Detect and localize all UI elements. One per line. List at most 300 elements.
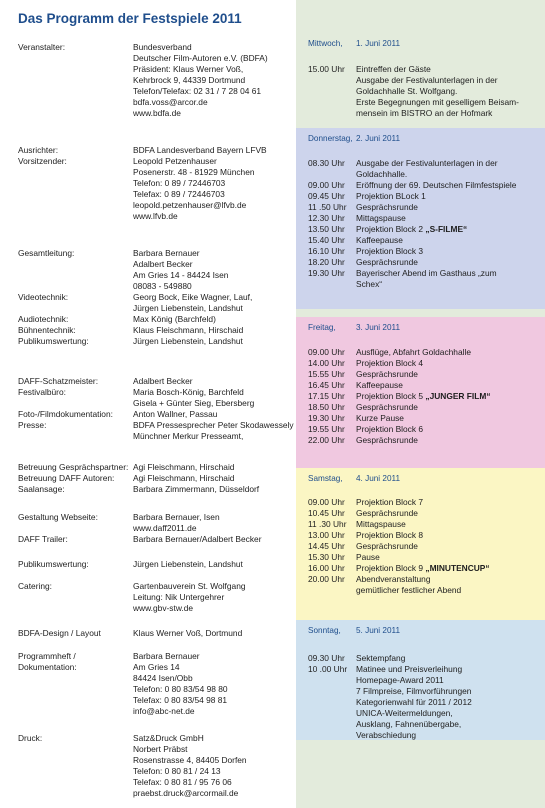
day-header <box>296 620 545 642</box>
credit-value: bdfa.voss@arcor.de <box>133 97 208 107</box>
credit-label: Saalansage: <box>18 484 65 494</box>
event-line <box>356 191 539 202</box>
day-name: Mittwoch, <box>308 39 343 48</box>
event-time: 12.30 Uhr <box>308 213 345 223</box>
event-text: Verabschiedung <box>356 730 417 740</box>
credit-label: Publikumswertung: <box>18 336 89 346</box>
day-date: 3. Juni 2011 <box>356 323 401 332</box>
credit-value: Gisela + Günter Sieg, Ebersberg <box>133 398 255 408</box>
credit-value: Deutscher Film-Autoren e.V. (BDFA) <box>133 53 268 63</box>
event-time: 09.00 Uhr <box>308 347 345 357</box>
credit-value: Adalbert Becker <box>133 376 193 386</box>
event-row <box>296 257 545 268</box>
event-description <box>356 358 545 369</box>
event-text: Gesprächsrunde <box>356 369 418 379</box>
event-text: gemütlicher festlicher Abend <box>356 585 462 595</box>
event-text: Bayerischer Abend im Gasthaus „zum <box>356 268 497 278</box>
event-text: Projektion Block 8 <box>356 530 424 540</box>
event-description <box>356 508 545 519</box>
credit-row <box>18 64 288 75</box>
event-description <box>356 402 545 413</box>
day-date: 1. Juni 2011 <box>356 39 401 48</box>
credit-row <box>18 684 288 695</box>
credit-value: praebst.druck@arcormail.de <box>133 788 239 798</box>
event-list <box>296 497 545 596</box>
credit-value: Agi Fleischmann, Hirschaid <box>133 473 235 483</box>
event-text: Mittagspause <box>356 213 406 223</box>
credit-value: Barbara Bernauer, Isen <box>133 512 220 522</box>
event-time: 09.30 Uhr <box>308 653 345 663</box>
event-row <box>296 413 545 424</box>
event-row <box>296 519 545 530</box>
event-line <box>356 97 539 108</box>
credit-row <box>18 259 288 270</box>
day-block-samstag <box>296 468 545 620</box>
credit-row <box>18 200 288 211</box>
credit-value: info@abc-net.de <box>133 706 195 716</box>
event-line <box>356 158 539 169</box>
event-text: Matinee und Preisverleihung <box>356 664 463 674</box>
credit-label <box>18 788 133 799</box>
event-text: Projektion Block 2 <box>356 224 426 234</box>
credit-row <box>18 420 294 431</box>
event-row <box>296 424 545 435</box>
event-row <box>296 268 545 290</box>
event-list <box>296 158 545 290</box>
credit-section <box>18 512 288 545</box>
credit-row <box>18 484 288 495</box>
event-row <box>296 541 545 552</box>
event-time: 19.55 Uhr <box>308 424 345 434</box>
credit-label: Catering: <box>18 581 52 591</box>
event-time: 10.45 Uhr <box>308 508 345 518</box>
credit-row <box>18 303 288 314</box>
credit-value: leopold.petzenhauser@lfvb.de <box>133 200 247 210</box>
day-header <box>296 317 545 339</box>
credit-label <box>18 75 133 86</box>
credit-value: Posenerstr. 48 - 81929 München <box>133 167 255 177</box>
credit-value: Telefon: 0 80 83/54 98 80 <box>133 684 228 694</box>
credit-row <box>18 733 288 744</box>
credit-section <box>18 462 288 495</box>
credit-value: Jürgen Liebenstein, Landshut <box>133 303 243 313</box>
event-row <box>296 246 545 257</box>
credit-label: DAFF Trailer: <box>18 534 68 544</box>
event-text: Kurze Pause <box>356 413 404 423</box>
credit-row <box>18 744 288 755</box>
credit-value: Jürgen Liebenstein, Landshut <box>133 559 243 569</box>
event-text: Sektempfang <box>356 653 406 663</box>
credit-label <box>18 178 133 189</box>
event-line <box>356 708 539 719</box>
event-text: Homepage-Award 2011 <box>356 675 444 685</box>
event-highlight: „MINUTENCUP“ <box>425 563 490 573</box>
credit-value: Barbara Zimmermann, Düsseldorf <box>133 484 260 494</box>
event-time: 18.20 Uhr <box>308 257 345 267</box>
credit-label: Druck: <box>18 733 43 743</box>
credit-label <box>18 684 133 695</box>
credit-label: BDFA-Design / Layout <box>18 628 101 638</box>
credit-value: Satz&Druck GmbH <box>133 733 204 743</box>
credit-row <box>18 53 288 64</box>
credit-label: Festivalbüro: <box>18 387 66 397</box>
event-text: Eröffnung der 69. Deutschen Filmfestspiele <box>356 180 517 190</box>
event-row <box>296 213 545 224</box>
credit-row <box>18 706 288 717</box>
event-line <box>356 653 539 664</box>
credit-value: Am Gries 14 - 84424 Isen <box>133 270 229 280</box>
credit-value: Agi Fleischmann, Hirschaid <box>133 462 235 472</box>
credit-value: BDFA Pressesprecher Peter Skodawessely <box>133 420 294 430</box>
event-row <box>296 369 545 380</box>
event-time: 14.45 Uhr <box>308 541 345 551</box>
event-description <box>356 202 545 213</box>
event-text: Kaffeepause <box>356 235 403 245</box>
credit-value: www.bdfa.de <box>133 108 181 118</box>
credit-section <box>18 145 288 222</box>
event-description <box>356 530 545 541</box>
event-time: 15.30 Uhr <box>308 552 345 562</box>
credit-value: Anton Wallner, Passau <box>133 409 218 419</box>
event-time: 19.30 Uhr <box>308 268 345 278</box>
credit-label <box>18 398 133 409</box>
credit-row <box>18 662 288 673</box>
event-text: mensein im BISTRO an der Hofmark <box>356 108 493 118</box>
event-description <box>356 380 545 391</box>
event-text: Kategorienwahl für 2011 / 2012 <box>356 697 472 707</box>
credit-row <box>18 628 288 639</box>
event-text: Ausklang, Fahnenübergabe, <box>356 719 462 729</box>
credit-section <box>18 628 288 639</box>
event-description <box>356 158 545 180</box>
event-line <box>356 246 539 257</box>
event-text: Projektion Block 5 <box>356 391 426 401</box>
event-line <box>356 108 539 119</box>
event-line <box>356 369 539 380</box>
credit-value: Barbara Bernauer/Adalbert Becker <box>133 534 262 544</box>
credit-label: Ausrichter: <box>18 145 59 155</box>
credit-value: Maria Bosch-König, Barchfeld <box>133 387 244 397</box>
credit-value: Leitung: Nik Untergehrer <box>133 592 225 602</box>
day-header <box>296 33 545 55</box>
credit-value: Georg Bock, Eike Wagner, Lauf, <box>133 292 253 302</box>
event-row <box>296 574 545 596</box>
event-list <box>296 347 545 446</box>
event-line <box>356 279 539 290</box>
event-row <box>296 64 545 119</box>
event-description <box>356 180 545 191</box>
event-description <box>356 347 545 358</box>
event-row <box>296 235 545 246</box>
credit-row <box>18 387 288 398</box>
credit-value: Kehrbrock 9, 44339 Dortmund <box>133 75 246 85</box>
day-name: Donnerstag, <box>308 134 353 143</box>
credit-label <box>18 97 133 108</box>
event-line <box>356 358 539 369</box>
event-highlight: „S-FILME“ <box>425 224 468 234</box>
event-description <box>356 424 545 435</box>
credit-label <box>18 259 133 270</box>
credit-row <box>18 211 288 222</box>
event-time: 16.10 Uhr <box>308 246 345 256</box>
event-line <box>356 697 539 708</box>
credit-row <box>18 651 288 662</box>
event-description <box>356 552 545 563</box>
event-text: Projektion Block 7 <box>356 497 424 507</box>
event-text: Ausflüge, Abfahrt Goldachhalle <box>356 347 472 357</box>
event-time: 09.00 Uhr <box>308 497 345 507</box>
event-line <box>356 413 539 424</box>
credit-value: Telefax: 0 80 81 / 95 76 06 <box>133 777 232 787</box>
credit-row <box>18 145 288 156</box>
credit-row <box>18 523 288 534</box>
credit-row <box>18 178 288 189</box>
event-line <box>356 180 539 191</box>
day-date: 4. Juni 2011 <box>356 474 401 483</box>
event-time: 13.50 Uhr <box>308 224 345 234</box>
event-line <box>356 508 539 519</box>
event-description <box>356 391 545 402</box>
credit-value: Norbert Präbst <box>133 744 188 754</box>
event-description <box>356 519 545 530</box>
event-line <box>356 257 539 268</box>
credit-section <box>18 581 288 614</box>
event-row <box>296 653 545 664</box>
credit-value: Klaus Werner Voß, Dortmund <box>133 628 243 638</box>
event-time: 15.40 Uhr <box>308 235 345 245</box>
event-highlight: „JUNGER FILM“ <box>425 391 491 401</box>
event-time: 15.00 Uhr <box>308 64 345 74</box>
credit-value: Telefon/Telefax: 02 31 / 7 28 04 61 <box>133 86 262 96</box>
event-time: 13.00 Uhr <box>308 530 345 540</box>
credit-row <box>18 292 288 303</box>
credit-value: Rosenstrasse 4, 84405 Dorfen <box>133 755 247 765</box>
event-description <box>356 64 545 119</box>
credit-label: Publikumswertung: <box>18 559 89 569</box>
event-description <box>356 664 545 741</box>
credit-label: Foto-/Filmdokumentation: <box>18 409 113 419</box>
event-text: Schex“ <box>356 279 383 289</box>
credit-label: Betreuung Gesprächspartner: <box>18 462 129 472</box>
credit-section <box>18 376 294 442</box>
event-line <box>356 235 539 246</box>
credit-section <box>18 42 288 119</box>
event-row <box>296 552 545 563</box>
event-row <box>296 664 545 741</box>
event-time: 08.30 Uhr <box>308 158 345 168</box>
event-time: 17.15 Uhr <box>308 391 345 401</box>
event-line <box>356 519 539 530</box>
event-text: Ausgabe der Festivalunterlagen in der <box>356 75 498 85</box>
day-block-sonntag <box>296 620 545 740</box>
day-header <box>296 468 545 490</box>
credit-section <box>18 559 288 570</box>
event-text: Erste Begegnungen mit geselligem Beisam- <box>356 97 519 107</box>
event-text: Gesprächsrunde <box>356 541 418 551</box>
credit-row <box>18 108 288 119</box>
credit-value: Präsident: Klaus Werner Voß, <box>133 64 244 74</box>
credit-label: Bühnentechnik: <box>18 325 76 335</box>
credit-value: 84424 Isen/Obb <box>133 673 193 683</box>
event-line <box>356 347 539 358</box>
day-date: 5. Juni 2011 <box>356 626 401 635</box>
credit-row <box>18 270 288 281</box>
event-time: 22.00 Uhr <box>308 435 345 445</box>
day-block-mittwoch <box>296 33 545 128</box>
credit-row <box>18 398 288 409</box>
credit-row <box>18 248 288 259</box>
event-line <box>356 75 539 86</box>
credit-value: 08083 - 549880 <box>133 281 192 291</box>
event-row <box>296 391 545 402</box>
event-description <box>356 563 545 574</box>
credit-label <box>18 270 133 281</box>
event-text: Gesprächsrunde <box>356 402 418 412</box>
credit-label: Gesamtleitung: <box>18 248 75 258</box>
event-description <box>356 246 545 257</box>
credit-label: Dokumentation: <box>18 662 77 672</box>
credit-value: Barbara Bernauer <box>133 651 200 661</box>
day-name: Sonntag, <box>308 626 341 635</box>
credit-value: Jürgen Liebenstein, Landshut <box>133 336 243 346</box>
credit-row <box>18 766 288 777</box>
credit-label <box>18 673 133 684</box>
credit-value: Adalbert Becker <box>133 259 193 269</box>
credit-label: Videotechnik: <box>18 292 69 302</box>
event-text: Goldachhalle. <box>356 169 408 179</box>
credit-row <box>18 788 288 799</box>
day-block-freitag <box>296 317 545 468</box>
credit-row <box>18 777 288 788</box>
event-time: 15.55 Uhr <box>308 369 345 379</box>
event-time: 20.00 Uhr <box>308 574 345 584</box>
credit-label <box>18 744 133 755</box>
event-line <box>356 664 539 675</box>
event-line <box>356 86 539 97</box>
event-text: UNICA-Weitermeldungen, <box>356 708 453 718</box>
event-text: Projektion Block 9 <box>356 563 426 573</box>
credit-label <box>18 108 133 119</box>
credit-row <box>18 281 288 292</box>
event-text: Projektion Block 6 <box>356 424 424 434</box>
event-line <box>356 563 539 574</box>
credit-label <box>18 64 133 75</box>
event-text: 7 Filmpreise, Filmvorführungen <box>356 686 472 696</box>
event-time: 14.00 Uhr <box>308 358 345 368</box>
event-time: 16.45 Uhr <box>308 380 345 390</box>
event-row <box>296 435 545 446</box>
event-line <box>356 719 539 730</box>
credit-value: Telefon: 0 80 81 / 24 13 <box>133 766 221 776</box>
event-row <box>296 497 545 508</box>
event-text: Gesprächsrunde <box>356 202 418 212</box>
event-line <box>356 541 539 552</box>
day-name: Freitag, <box>308 323 336 332</box>
credit-section <box>18 733 288 799</box>
event-text: Goldachhalle St. Wolfgang. <box>356 86 458 96</box>
event-text: Gesprächsrunde <box>356 435 418 445</box>
credit-value: www.gbv-stw.de <box>133 603 194 613</box>
event-time: 09.00 Uhr <box>308 180 345 190</box>
event-description <box>356 541 545 552</box>
credit-row <box>18 325 288 336</box>
credit-value: Bundesverband <box>133 42 192 52</box>
event-row <box>296 202 545 213</box>
event-description <box>356 257 545 268</box>
credit-label <box>18 189 133 200</box>
credit-label <box>18 53 133 64</box>
event-line <box>356 169 539 180</box>
event-description <box>356 497 545 508</box>
credit-value: www.lfvb.de <box>133 211 178 221</box>
event-line <box>356 402 539 413</box>
credit-row <box>18 462 288 473</box>
event-text: Projektion BLock 1 <box>356 191 426 201</box>
event-line <box>356 213 539 224</box>
credit-label: Betreuung DAFF Autoren: <box>18 473 115 483</box>
event-line <box>356 435 539 446</box>
event-description <box>356 213 545 224</box>
credit-section <box>18 248 288 347</box>
event-text: Eintreffen der Gäste <box>356 64 431 74</box>
event-row <box>296 191 545 202</box>
credit-value: Max König (Barchfeld) <box>133 314 216 324</box>
event-line <box>356 424 539 435</box>
event-time: 09.45 Uhr <box>308 191 345 201</box>
credit-value: BDFA Landesverband Bayern LFVB <box>133 145 267 155</box>
credit-value: Telefax: 0 80 83/54 98 81 <box>133 695 228 705</box>
credit-row <box>18 755 288 766</box>
credit-value: Barbara Bernauer <box>133 248 200 258</box>
event-text: Gesprächsrunde <box>356 257 418 267</box>
day-header <box>296 128 545 150</box>
credit-section <box>18 651 288 717</box>
event-list <box>296 64 545 119</box>
event-description <box>356 653 545 664</box>
credit-label <box>18 706 133 717</box>
day-date: 2. Juni 2011 <box>356 134 401 143</box>
event-list <box>296 653 545 741</box>
credit-row <box>18 581 288 592</box>
event-row <box>296 563 545 574</box>
event-row <box>296 358 545 369</box>
event-description <box>356 235 545 246</box>
credit-label: DAFF-Schatzmeister: <box>18 376 99 386</box>
credit-label: Programmheft / <box>18 651 76 661</box>
event-row <box>296 380 545 391</box>
event-row <box>296 158 545 180</box>
credit-label <box>18 592 133 603</box>
event-line <box>356 552 539 563</box>
credit-label <box>18 755 133 766</box>
event-text: Pause <box>356 552 380 562</box>
event-line <box>356 686 539 697</box>
credit-value: www.daff2011.de <box>133 523 197 533</box>
credit-label <box>18 431 133 442</box>
event-row <box>296 224 545 235</box>
credit-value: Telefon: 0 89 / 72446703 <box>133 178 226 188</box>
credit-label <box>18 167 133 178</box>
credit-row <box>18 409 288 420</box>
page-title: Das Programm der Festspiele 2011 <box>18 11 242 26</box>
event-line <box>356 497 539 508</box>
credit-row <box>18 559 288 570</box>
event-description <box>356 369 545 380</box>
credit-value: Münchner Merkur Presseamt, <box>133 431 244 441</box>
credit-label: Gestaltung Webseite: <box>18 512 98 522</box>
event-time: 11 .50 Uhr <box>308 202 347 212</box>
event-description <box>356 224 545 235</box>
